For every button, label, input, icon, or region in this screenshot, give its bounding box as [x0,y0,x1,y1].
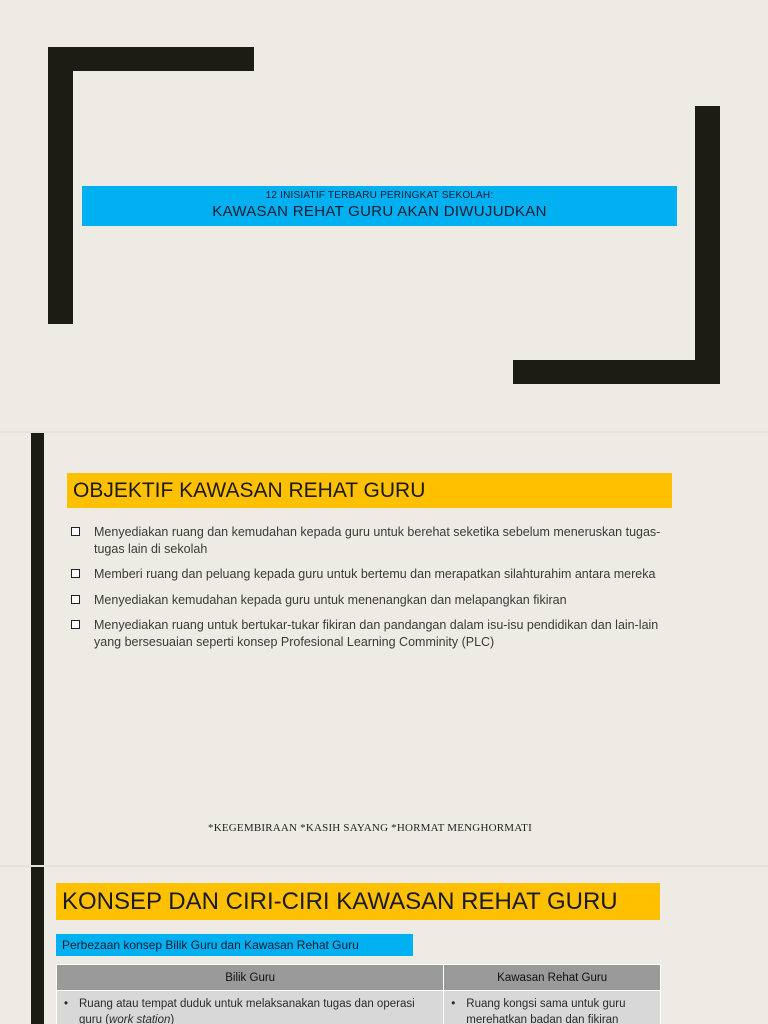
title-band [82,186,677,226]
frame-top-left-vertical [48,47,73,324]
left-accent-bar [31,433,44,865]
objectives-heading: OBJEKTIF KAWASAN REHAT GURU [67,473,672,508]
table-cell: • Ruang atau tempat duduk untuk melaksanakan tugas dan operasi guru (work station) [57,991,444,1024]
motto-text: *KEGEMBIRAAN *KASIH SAYANG *HORMAT MENGHORMATI [208,822,532,834]
left-accent-bar [31,867,44,1024]
slide-subtitle: 12 INISIATIF TERBARU PERINGKAT SEKOLAH: [265,190,494,201]
objectives-list [70,524,680,659]
concept-slide [0,867,768,1024]
table-header-row [57,965,661,991]
objective-text: Memberi ruang dan peluang kepada guru untuk bertemu dan merapatkan silahturahim antara mereka [94,567,656,581]
column-header-bilik-guru: Bilik Guru [57,965,444,991]
checkbox-bullet-icon [71,620,80,629]
concept-heading: KONSEP DAN CIRI-CIRI KAWASAN REHAT GURU [56,883,660,920]
checkbox-bullet-icon [71,569,80,578]
table-row [57,991,661,1024]
title-slide [0,0,768,431]
frame-top-left-horizontal [48,47,254,71]
objective-text: Menyediakan ruang dan kemudahan kepada guru untuk berehat seketika sebelum meneruskan tugas-tugas lain di sekolah [94,525,661,556]
list-item [70,592,680,609]
table-cell: • Ruang kongsi sama untuk guru merehatkan badan dan fikiran [444,991,661,1024]
slide-title: KAWASAN REHAT GURU AKAN DIWUJUDKAN [212,203,547,220]
checkbox-bullet-icon [71,527,80,536]
objective-text: Menyediakan ruang untuk bertukar-tukar fikiran dan pandangan dalam isu-isu pendidikan dan lain-lain yang bersesuaian seperti konsep Profesional Learning Comminity (PLC) [94,618,659,649]
comparison-table [56,964,661,1024]
bullet-dot-icon: • [64,998,69,1010]
comparison-label: Perbezaan konsep Bilik Guru dan Kawasan Rehat Guru [56,934,413,956]
frame-bottom-right-vertical [695,106,720,384]
column-header-kawasan-rehat: Kawasan Rehat Guru [444,965,661,991]
checkbox-bullet-icon [71,595,80,604]
list-item [70,524,680,557]
objectives-slide [0,433,768,865]
list-item [70,566,680,583]
list-item [70,617,680,650]
frame-bottom-right-horizontal [513,360,720,384]
objective-text: Menyediakan kemudahan kepada guru untuk menenangkan dan melapangkan fikiran [94,592,567,607]
bullet-dot-icon: • [451,998,456,1010]
